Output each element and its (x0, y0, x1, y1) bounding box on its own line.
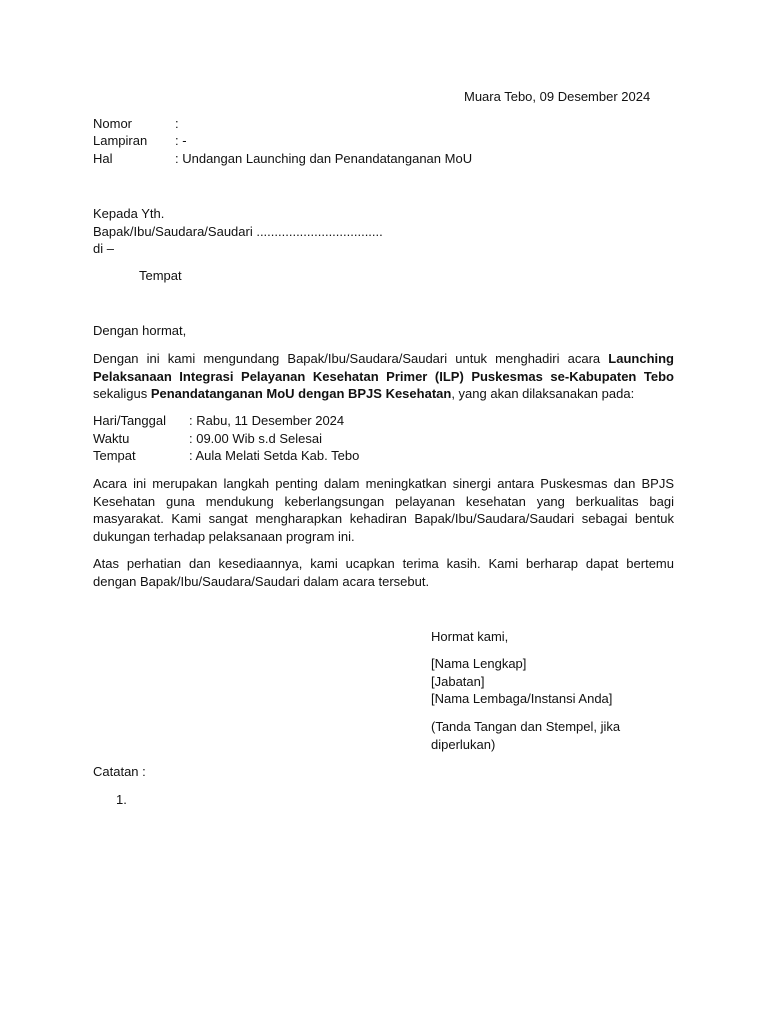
recipient-place: Tempat (139, 268, 182, 283)
body-paragraph-3: Atas perhatian dan kesediaannya, kami ucapkan terima kasih. Kami berharap dapat bertemu dengan Bapak/Ibu/Saudara/Saudari dalam acara tersebut. (93, 556, 674, 589)
recipient-di: di – (93, 241, 114, 256)
signature-closing: Hormat kami, (431, 629, 509, 644)
intro-paragraph (93, 350, 674, 403)
intro-event-name: Launching Pelaksanaan Integrasi Pelayanan Kesehatan Primer (ILP) Puskesmas se-Kabupaten Tebo (93, 351, 674, 384)
event-label: Hari/Tanggal (93, 413, 166, 428)
header-value: : Undangan Launching dan Penandatanganan MoU (175, 151, 473, 166)
recipient-name: Bapak/Ibu/Saudara/Saudari ................................... (93, 224, 383, 239)
header-value: : (175, 116, 179, 131)
intro-text: , yang akan dilaksanakan pada: (451, 386, 635, 401)
signature-name: [Nama Lengkap] (431, 656, 527, 671)
salutation: Dengan hormat, (93, 323, 187, 338)
notes-label: Catatan : (93, 764, 146, 779)
header-label: Lampiran (93, 133, 148, 148)
header-label: Nomor (93, 116, 133, 131)
event-label: Tempat (93, 448, 136, 463)
event-label: Waktu (93, 431, 130, 446)
body-paragraph-2: Acara ini merupakan langkah penting dalam meningkatkan sinergi antara Puskesmas dan BPJS Kesehatan guna mendukung keberlangsungan pelayanan kesehatan yang berkualitas bagi masyarakat. Kami sangat mengharapkan kehadiran Bapak/Ibu/Saudara/Saudari sebagai bentuk dukungan terhadap pelaksanaan program ini. (93, 476, 674, 544)
place-date: Muara Tebo, 09 Desember 2024 (464, 89, 651, 104)
signature-institution: [Nama Lembaga/Instansi Anda] (431, 691, 613, 706)
event-value: : Aula Melati Setda Kab. Tebo (189, 448, 360, 463)
header-label: Hal (93, 151, 113, 166)
signature-position: [Jabatan] (431, 674, 485, 689)
event-value: : Rabu, 11 Desember 2024 (189, 413, 345, 428)
intro-mou-name: Penandatanganan MoU dengan BPJS Kesehatan (150, 386, 452, 401)
event-value: : 09.00 Wib s.d Selesai (189, 431, 322, 446)
notes-item-number: 1. (116, 792, 127, 807)
recipient-greeting: Kepada Yth. (93, 206, 165, 221)
header-value: : - (175, 133, 187, 148)
signature-note: (Tanda Tangan dan Stempel, jika diperlukan) (431, 719, 621, 752)
intro-text: sekaligus (93, 386, 151, 401)
intro-text: Dengan ini kami mengundang Bapak/Ibu/Saudara/Saudari untuk menghadiri acara (93, 351, 609, 366)
